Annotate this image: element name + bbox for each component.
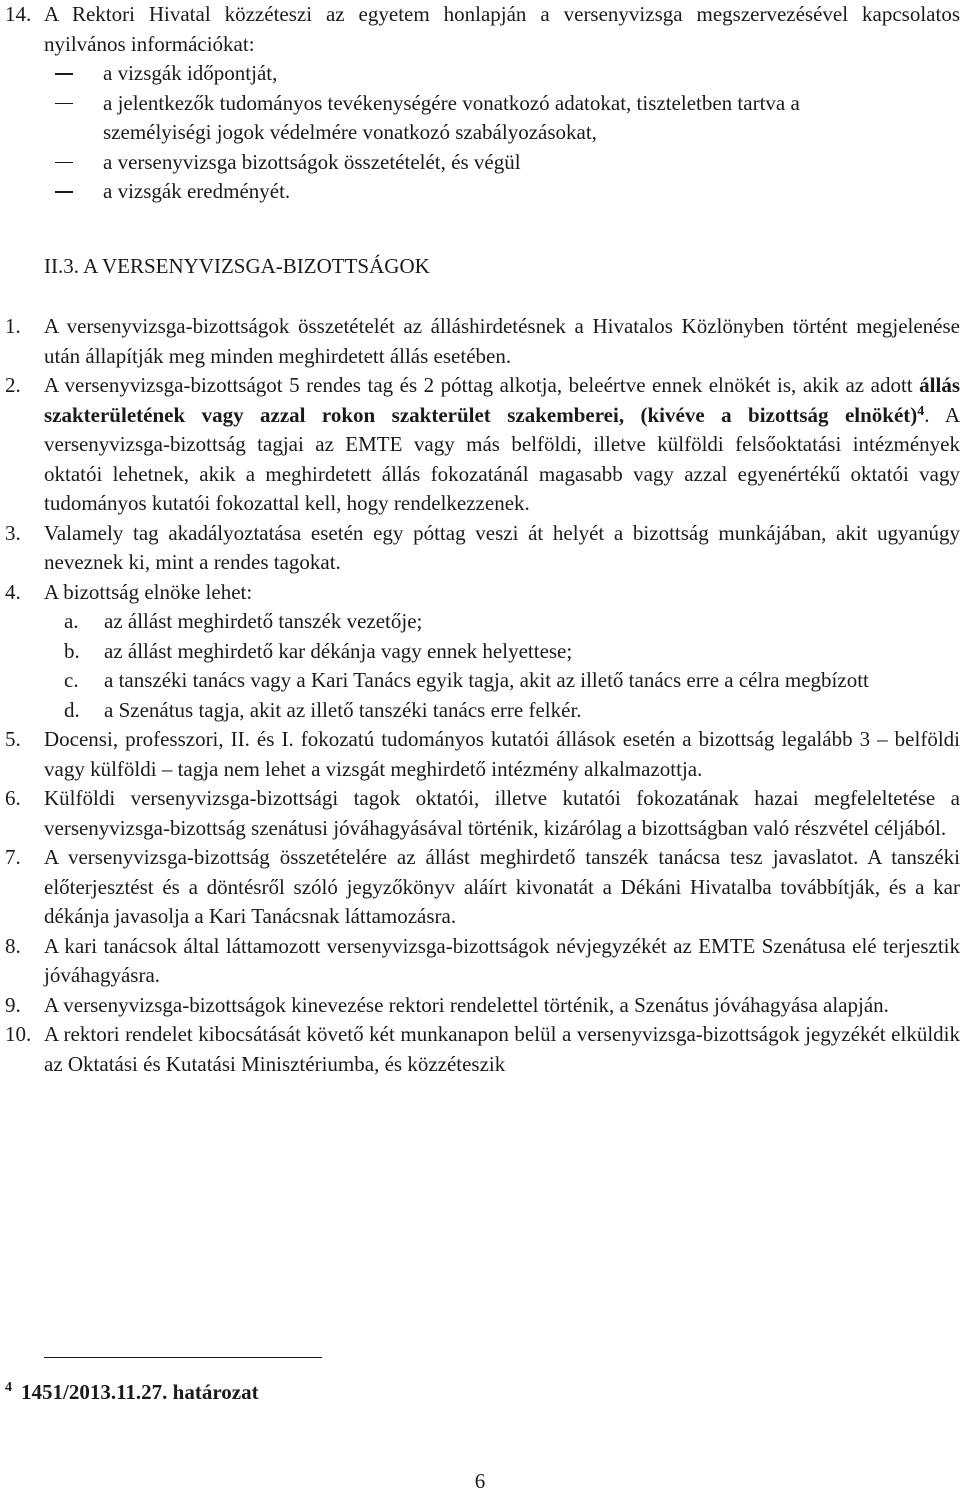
- sub-list-item: [44, 607, 960, 637]
- dash-bullet-icon: [55, 191, 73, 193]
- item-text: A rektori rendelet kibocsátását követő két munkanapon belül a versenyvizsga-bizottságok jegyzékét elküldik az Oktatási és Kutatási Minisztériumba, és közzéteszik: [44, 1022, 960, 1076]
- dash-item-text: a versenyvizsga bizottságok összetételét, és végül: [103, 149, 521, 174]
- list-item: [0, 312, 960, 371]
- item-number: 6.: [5, 786, 21, 810]
- list-item: [0, 0, 960, 59]
- item-text-before: A versenyvizsga-bizottságot 5 rendes tag és 2 póttag alkotja, beleértve ennek elnökét is, akik az adott: [44, 373, 920, 397]
- sub-item-label: a.: [64, 609, 79, 633]
- footnote-reference[interactable]: 4: [917, 403, 925, 419]
- section-heading: II.3. A VERSENYVIZSGA-BIZOTTSÁGOK: [44, 254, 430, 278]
- dash-item-text: a jelentkezők tudományos tevékenységére vonatkozó adatokat, tiszteletben tartva a személyiségi jogok védelmére vonatkozó szabályozásokat,: [103, 90, 800, 144]
- sub-list-item: [44, 637, 960, 667]
- dash-list-item: [55, 177, 905, 207]
- page-number: 6: [474, 1469, 486, 1493]
- item-text: Docensi, professzori, II. és I. fokozatú tudományos kutatói állások esetén a bizottság legalább 3 – belföldi vagy külföldi – tagja nem lehet a vizsgát meghirdető intézmény alkalmazottja.: [44, 727, 960, 781]
- dash-bullet-icon: [55, 73, 73, 75]
- dash-list-item: [55, 148, 905, 178]
- dash-list-item: [55, 59, 905, 89]
- list-item: [0, 843, 960, 932]
- item-text-bold: állás szakterületének vagy azzal rokon szakterület szakemberei, (kivéve a bizottság elnökét): [44, 373, 960, 427]
- item-text: A versenyvizsga-bizottságok összetételét az álláshirdetésnek a Hivatalos Közlönyben történt megjelenése után állapítják meg minden meghirdetett állás esetében.: [44, 314, 960, 368]
- list-item: [0, 578, 960, 726]
- footnote: [5, 1373, 259, 1408]
- item-text: Valamely tag akadályoztatása esetén egy póttag veszi át helyét a bizottság munkájában, akit ugyanúgy neveznek ki, mint a rendes tagokat.: [44, 520, 960, 574]
- item-number: 8.: [5, 933, 21, 958]
- list-item-14: [0, 0, 960, 207]
- dash-list-item: [55, 89, 905, 148]
- item-text-after: . A versenyvizsga-bizottság tagjai az EMTE vagy más belföldi, illetve külföldi felsőoktatási intézmények oktatói lehetnek, akik a meghirdetett állás fokozatánál magasabb vagy azzal egyenértékű oktatói vagy tudományos kutatói fokozattal kell, hogy rendelkezzenek.: [44, 402, 960, 515]
- sub-item-text: az állást meghirdető tanszék vezetője;: [104, 609, 423, 633]
- footnote-text: 1451/2013.11.27. határozat: [21, 1380, 259, 1404]
- item-number: 14.: [5, 2, 32, 26]
- item-text: A bizottság elnöke lehet:: [44, 579, 253, 604]
- list-item: [0, 519, 960, 578]
- dash-bullet-icon: [55, 162, 73, 164]
- sub-item-text: a tanszéki tanács vagy a Kari Tanács egyik tagja, akit az illető tanács erre a célra megbízott: [104, 668, 869, 692]
- dash-list: [0, 59, 905, 207]
- dash-item-text: a vizsgák eredményét.: [103, 179, 291, 203]
- item-number: 10.: [5, 1022, 32, 1046]
- list-item: [0, 725, 960, 784]
- list-item: [0, 1020, 960, 1079]
- numbered-list: [0, 312, 960, 1079]
- item-text: A versenyvizsga-bizottságok kinevezése rektori rendelettel történik, a Szenátus jóváhagyása alapján.: [44, 992, 889, 1017]
- list-item: [0, 371, 960, 519]
- sub-item-label: b.: [64, 638, 80, 663]
- list-item: [0, 932, 960, 991]
- item-number: 1.: [5, 314, 21, 338]
- dash-bullet-icon: [55, 103, 73, 105]
- footnote-divider: [44, 1357, 322, 1358]
- sub-list: [44, 607, 960, 725]
- list-item: [0, 784, 960, 843]
- footnote-mark: 4: [5, 1380, 12, 1395]
- dash-item-text: a vizsgák időpontját,: [103, 61, 278, 85]
- item-number: 7.: [5, 845, 21, 869]
- sub-list-item: [44, 696, 960, 726]
- sub-item-label: c.: [64, 668, 79, 692]
- item-number: 3.: [5, 520, 21, 545]
- sub-list-item: [44, 666, 960, 696]
- sub-item-text: az állást meghirdető kar dékánja vagy ennek helyettese;: [104, 638, 573, 663]
- sub-item-label: d.: [64, 697, 80, 722]
- item-text: Külföldi versenyvizsga-bizottsági tagok oktatói, illetve kutatói fokozatának hazai megfeleltetése a versenyvizsga-bizottság szenátusi jóváhagyásával történik, kizárólag a bizottságban való részvétel céljából.: [44, 786, 960, 840]
- list-item: [0, 991, 960, 1021]
- item-number: 9.: [5, 992, 21, 1017]
- item-text: A versenyvizsga-bizottság összetételére az állást meghirdető tanszék tanácsa tesz javaslatot. A tanszéki előterjesztést és a döntésről szóló jegyzőkönyv aláírt kivonatát a Dékáni Hivatalba továbbítják, és a kar dékánja javasolja a Kari Tanácsnak láttamozásra.: [44, 845, 960, 928]
- sub-item-text: a Szenátus tagja, akit az illető tanszéki tanács erre felkér.: [104, 697, 582, 722]
- item-number: 5.: [5, 727, 21, 751]
- item-text: A kari tanácsok által láttamozott versenyvizsga-bizottságok névjegyzékét az EMTE Szenátusa elé terjesztik jóváhagyásra.: [44, 933, 960, 987]
- item-text: A Rektori Hivatal közzéteszi az egyetem honlapján a versenyvizsga megszervezésével kapcsolatos nyilvános információkat:: [44, 2, 960, 56]
- item-number: 4.: [5, 579, 21, 604]
- item-number: 2.: [5, 373, 21, 397]
